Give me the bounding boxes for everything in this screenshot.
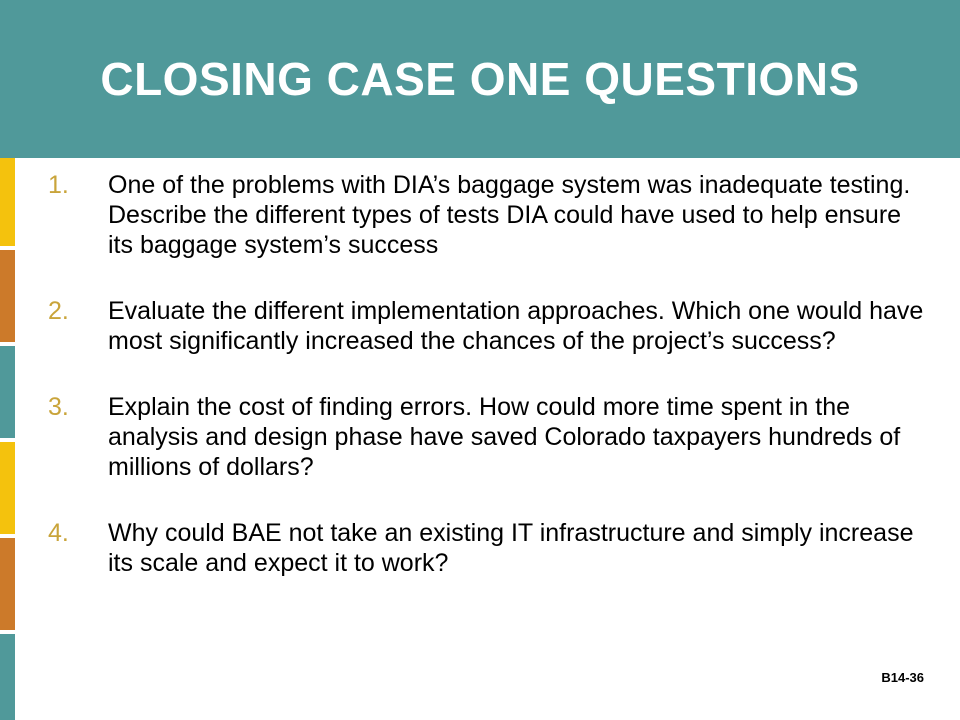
slide-code: B14-36: [881, 670, 924, 685]
question-number: 3.: [48, 393, 69, 421]
question-number: 1.: [48, 171, 69, 199]
question-list: [48, 170, 928, 578]
question-text: Why could BAE not take an existing IT infrastructure and simply increase its scale and expect it to work?: [108, 519, 914, 577]
strip-block-orange: [0, 538, 15, 630]
question-text: Evaluate the different implementation approaches. Which one would have most significantly increased the chances of the project’s success?: [108, 297, 924, 355]
question-number: 2.: [48, 297, 69, 325]
strip-block-yellow: [0, 158, 15, 246]
question-text: One of the problems with DIA’s baggage system was inadequate testing. Describe the different types of tests DIA could have used to help ensure its baggage system’s success: [108, 171, 911, 259]
question-number: 4.: [48, 519, 69, 547]
question-text: Explain the cost of finding errors. How could more time spent in the analysis and design phase have saved Colorado taxpayers hundreds of millions of dollars?: [108, 393, 901, 481]
list-item: [48, 296, 928, 356]
strip-block-orange: [0, 250, 15, 342]
list-item: [48, 170, 928, 260]
list-item: [48, 518, 928, 578]
title-bar: [0, 0, 960, 158]
side-color-strip: [0, 158, 15, 720]
list-item: [48, 392, 928, 482]
strip-block-teal: [0, 346, 15, 438]
slide-title: CLOSING CASE ONE QUESTIONS: [100, 53, 860, 105]
strip-block-teal: [0, 634, 15, 720]
strip-block-yellow: [0, 442, 15, 534]
